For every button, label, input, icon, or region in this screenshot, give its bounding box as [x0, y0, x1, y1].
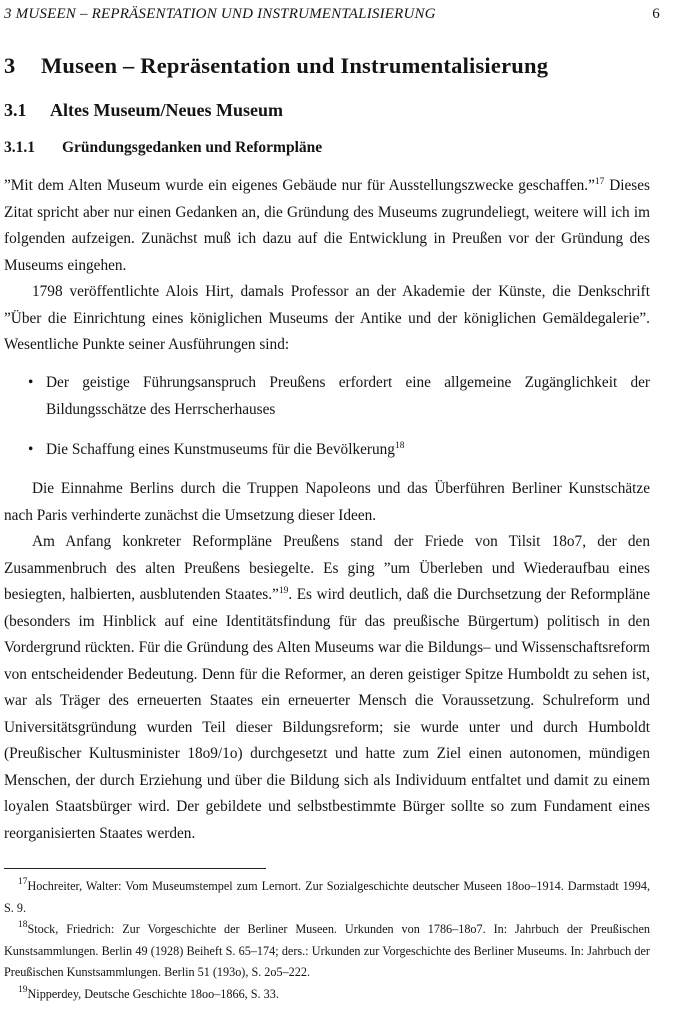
subsection-number: 3.1.1 [4, 139, 35, 156]
chapter-number: 3 [4, 53, 16, 78]
footnote-rule [4, 868, 266, 869]
chapter-title: Museen – Repräsentation und Instrumentalisierung [41, 53, 549, 78]
footnotes [4, 876, 650, 1005]
footnote-number: 18 [18, 920, 28, 930]
paragraph-3: Die Einnahme Berlins durch die Truppen Napoleons und das Überführen Berliner Kunstschätze nach Paris verhinderte zunächst die Umsetzung dieser Ideen. [4, 480, 650, 524]
running-head-title: 3 MUSEEN – REPRÄSENTATION UND INSTRUMENTALISIERUNG [4, 6, 436, 22]
bullet-dot-icon: • [28, 441, 34, 458]
page-number: 6 [652, 6, 660, 22]
footnote-number: 17 [18, 877, 28, 887]
footnote-19 [4, 984, 650, 1006]
subsection-heading [4, 139, 322, 157]
section-heading [4, 100, 283, 121]
running-head [4, 6, 660, 24]
paragraph-1 [4, 173, 650, 279]
paragraph-1-text: Dieses Zitat spricht aber nur einen Gedanken an, die Gründung des Museums zugrundeliegt, weitere will ich im folgenden aufzeigen. Zunächst muß ich dazu auf die Entwicklung in Preußen vor der Gründung des Museums eingehen. [4, 177, 650, 274]
paragraph-2: 1798 veröffentlichte Alois Hirt, damals Professor an der Akademie der Künste, die Denkschrift ”Über die Einrichtung eines königlichen Museums der Antike und der königlichen Gemäldegalerie”. Wesentliche Punkte seiner Ausführungen sind: [4, 283, 650, 353]
bullet-dot-icon: • [28, 374, 34, 391]
body-block-2 [4, 476, 650, 847]
bullet-text: Der geistige Führungsanspruch Preußens erfordert eine allgemeine Zugänglichkeit der Bildungsschätze des Herrscherhauses [46, 374, 650, 418]
subsection-title: Gründungsgedanken und Reformpläne [62, 139, 323, 156]
bullet-item [28, 370, 650, 423]
footnote-text: Nipperdey, Deutsche Geschichte 18oo–1866, S. 33. [27, 986, 279, 1001]
paragraph-4-text-b: . Es wird deutlich, daß die Durchsetzung der Reformpläne (besonders im Hinblick auf eine Identitätsfindung für das preußische Bürgertum) politisch in den Vordergrund rückten. Für die Gründung des Alten Museums war die Bildungs– und Wissenschaftsreform von entscheidender Bedeutung. Denn für die Reformer, an deren geistiger Spitze Humboldt zu sehen ist, war als Träger des erneuerten Staates ein erneuerter Mensch die Voraussetzung. Schulreform und Universitätsgründung wurden Teil dieser Bildungsreform; sie wurde unter und durch Humboldt (Preußischer Kultusminister 18o9/1o) durchgesetzt und hatte zum Ziel einen autonomen, mündigen Menschen, der durch Erziehung und über die Bildung sich als Individuum entfaltet und damit zu einem loyalen Staatsbürger wird. Der gebildete und selbstbestimmte Bürger sollte so zum Fundament eines reorganisierten Staates werden. [4, 586, 651, 842]
bullet-text: Die Schaffung eines Kunstmuseums für die Bevölkerung [46, 441, 395, 458]
paragraph-1-quote: ”Mit dem Alten Museum wurde ein eigenes Gebäude nur für Ausstellungszwecke geschaffen.” [4, 177, 595, 194]
section-title: Altes Museum/Neues Museum [50, 100, 283, 120]
paragraph-4-text-a: Am Anfang konkreter Reformpläne Preußens stand der Friede von Tilsit 18o7, der den Zusammenbruch des alten Preußens besiegelte. Es ging ”um Überleben und Wiederaufbau eines besiegten, halbierten, ausblutenden Staates.” [4, 533, 650, 603]
footnote-text: Stock, Friedrich: Zur Vorgeschichte der Berliner Museen. Urkunden von 1786–18o7. In: Jahrbuch der Preußischen Kunstsammlungen. Berlin 49 (1928) Beiheft S. 65–174; ders.: Urkunden zur Vorgeschichte des Berliner Museums. In: Jahrbuch der Preußischen Kunstsammlungen. Berlin 51 (193o), S. 2o5–222. [4, 922, 650, 979]
footnote-17 [4, 876, 650, 919]
footnote-ref-17: 17 [594, 177, 605, 187]
section-number: 3.1 [4, 100, 27, 120]
paragraph-4 [4, 529, 650, 847]
chapter-heading [4, 53, 548, 79]
footnote-number: 19 [18, 984, 28, 995]
footnote-text: Hochreiter, Walter: Vom Museumstempel zum Lernort. Zur Sozialgeschichte deutscher Museen 18oo–1914. Darmstadt 1994, S. 9. [4, 879, 650, 915]
footnote-ref-18: 18 [394, 441, 405, 451]
footnote-ref-19: 19 [278, 586, 289, 596]
body-block-1 [4, 173, 650, 359]
bullet-item [28, 437, 650, 464]
footnote-18 [4, 919, 650, 984]
